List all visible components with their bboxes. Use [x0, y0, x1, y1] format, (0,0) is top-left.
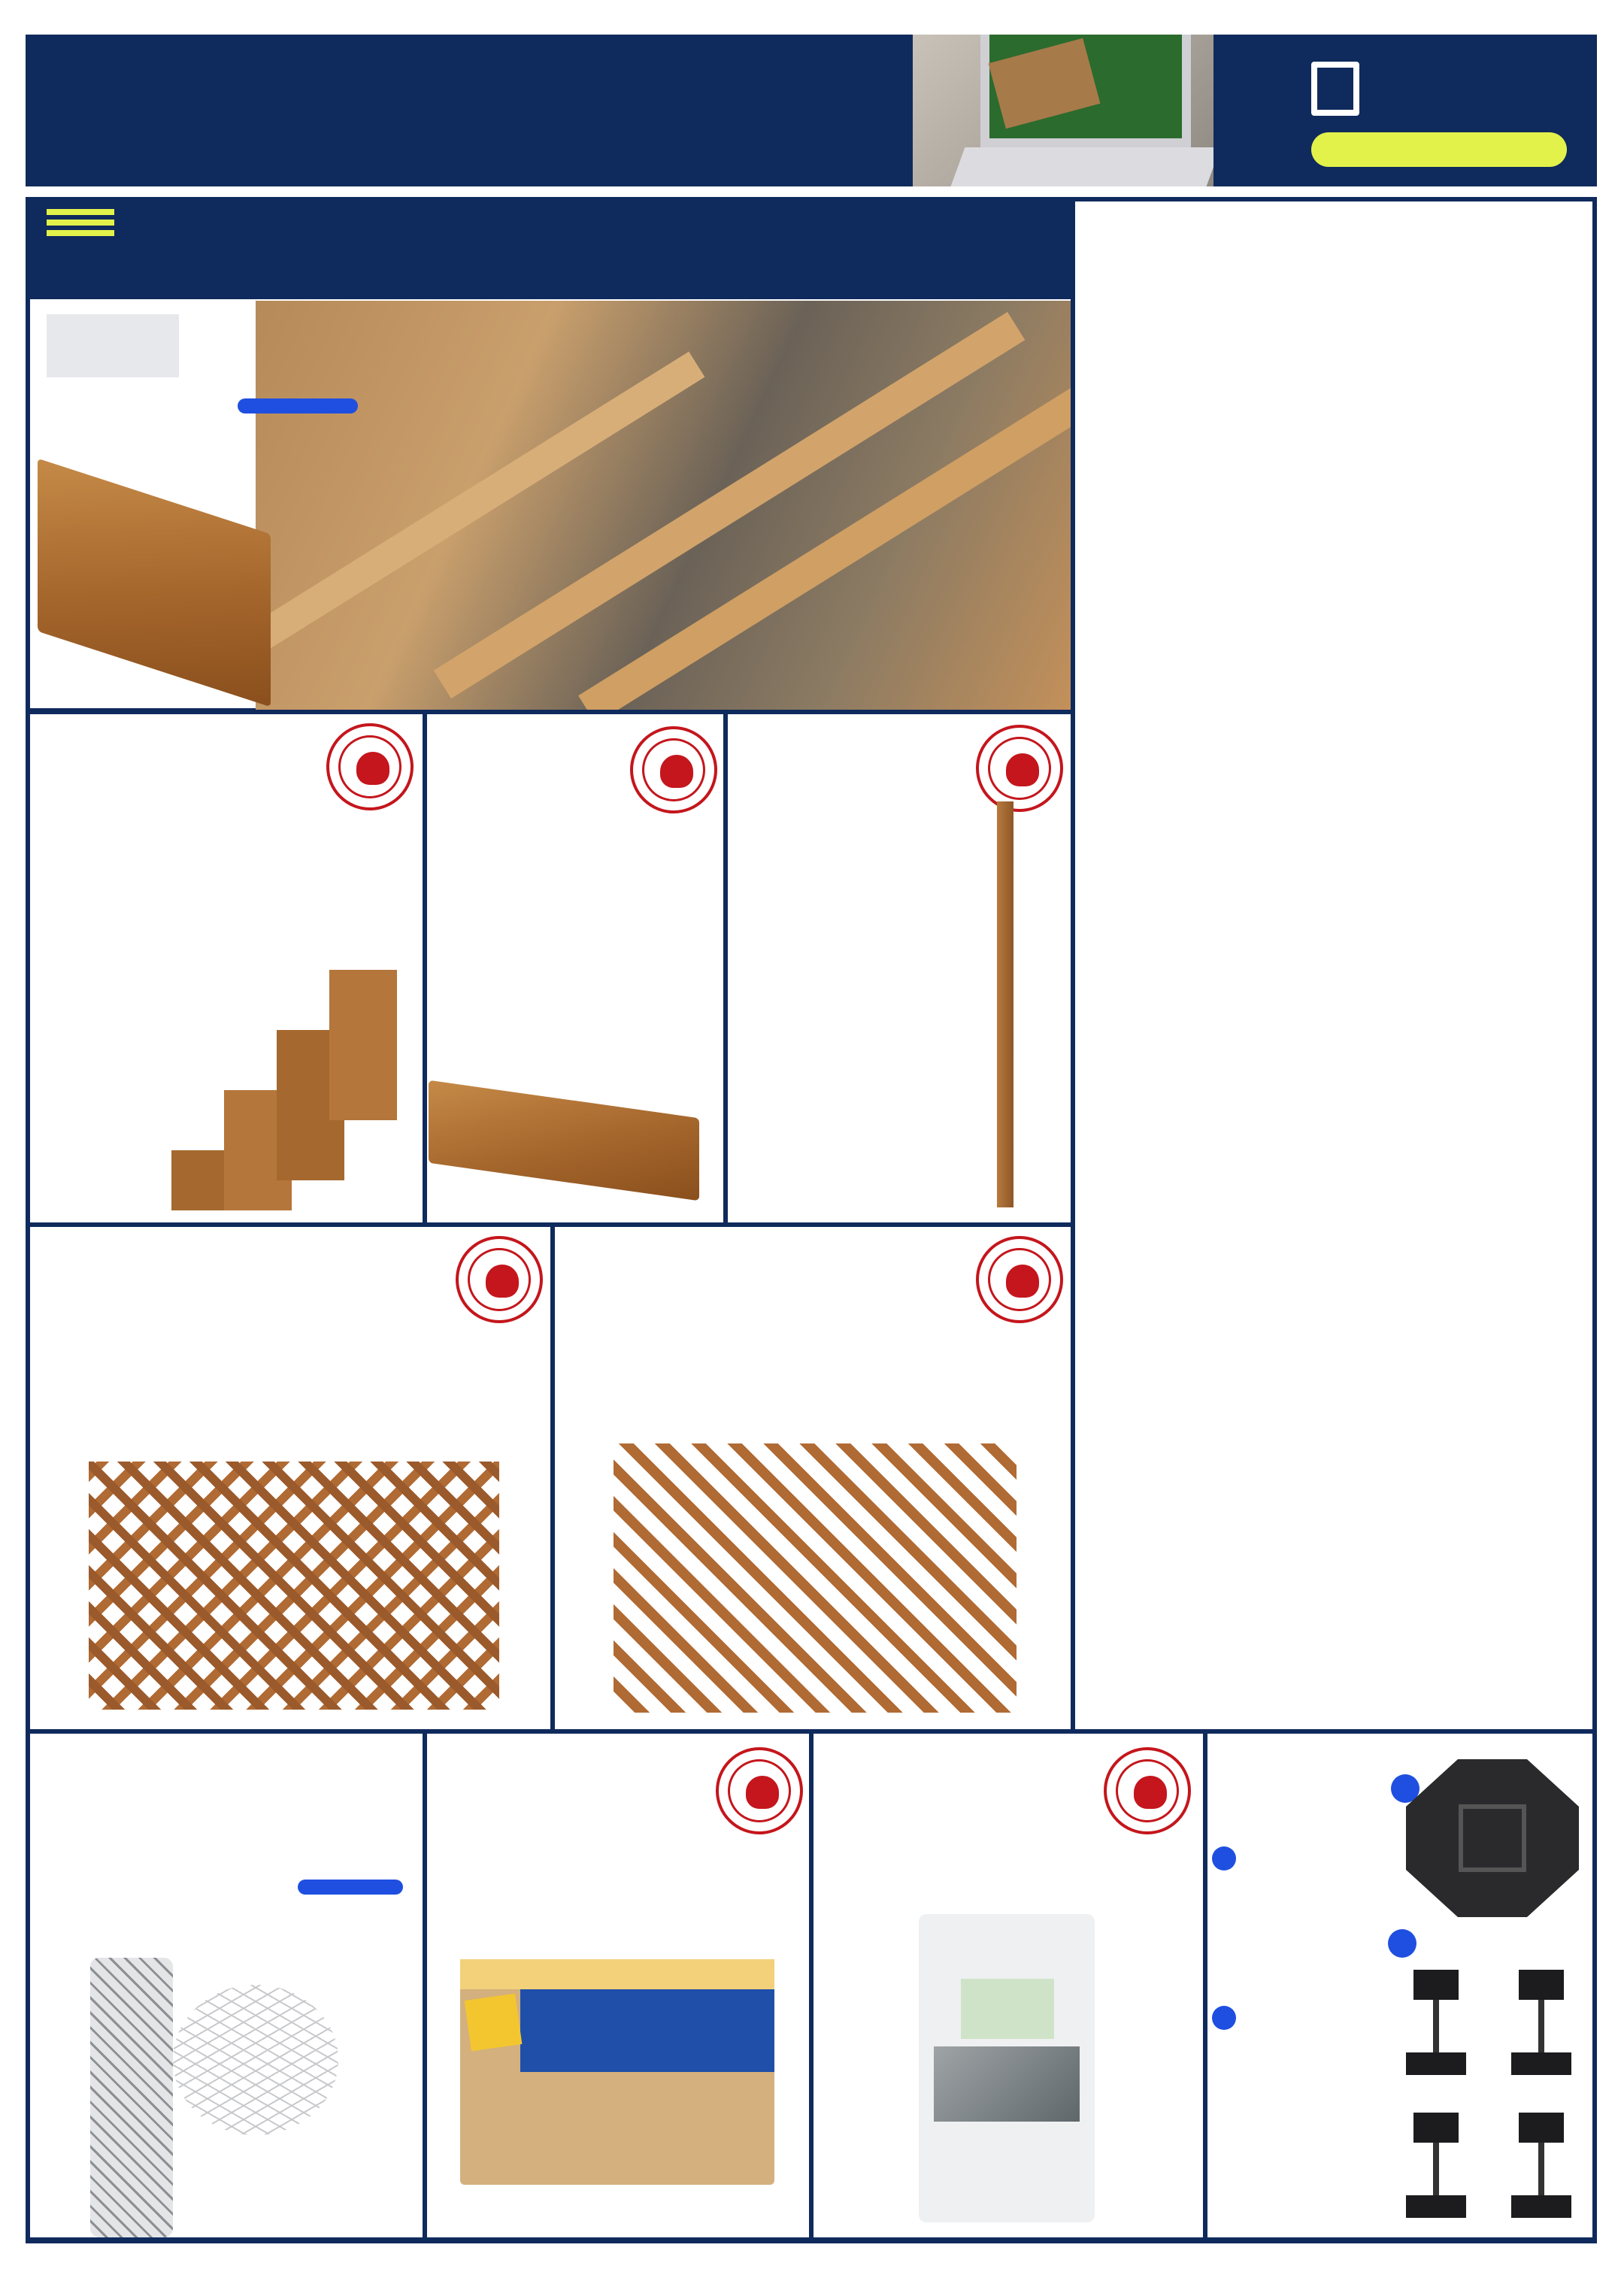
maple-leaf-icon [746, 1776, 779, 1809]
made-here-seal [976, 725, 1063, 812]
top-banner [26, 35, 1597, 186]
maple-leaf-icon [486, 1265, 519, 1298]
hardware-cloth-roll-image [90, 1958, 173, 2237]
maple-leaf-icon [1006, 753, 1039, 786]
made-here-seal [716, 1747, 803, 1834]
made-here-seal [976, 1236, 1063, 1323]
made-here-seal [456, 1236, 543, 1323]
deck-designer-icon [1311, 62, 1359, 116]
other-models-badge [298, 1880, 403, 1895]
height-adjustment-kit-image [1383, 1955, 1586, 2233]
start-designing-button[interactable] [1311, 132, 1567, 167]
label-b-icon [1212, 2006, 1236, 2030]
sakrete-logo [465, 1994, 523, 2052]
laptop-photo [913, 35, 1213, 186]
deck-block-a-name [1212, 1846, 1392, 1876]
maple-leaf-icon [1006, 1265, 1039, 1298]
baluster-image [997, 801, 1013, 1207]
hardware-cloth-cell [26, 1729, 427, 2243]
stringer-image [171, 932, 404, 1210]
sand-bag-image [460, 1959, 774, 2185]
lattice-image [614, 1443, 1017, 1713]
maple-leaf-icon [1134, 1776, 1167, 1809]
made-here-seal [630, 726, 717, 813]
buy-in-bulk-badge [47, 209, 114, 293]
cross-deck-block-image [1406, 1759, 1579, 1917]
maple-leaf-icon [660, 755, 693, 788]
made-here-seal [1104, 1747, 1191, 1834]
mesh-detail-image [173, 1985, 338, 2135]
bulk-promo-strip-main [30, 201, 1075, 299]
privacy-lattice-image [89, 1462, 499, 1710]
label-a-icon [1212, 1846, 1236, 1871]
gravel-bag-image [919, 1914, 1095, 2222]
view-price-online-badge[interactable] [47, 314, 179, 377]
label-b-icon [1388, 1929, 1416, 1958]
deck-construction-photo [256, 301, 1071, 711]
maple-leaf-icon [356, 752, 389, 785]
available-lengths-badge [238, 398, 358, 413]
made-here-seal [326, 723, 414, 810]
deck-designer-logo [1289, 56, 1567, 123]
deck-block-b-name [1212, 2006, 1385, 2035]
